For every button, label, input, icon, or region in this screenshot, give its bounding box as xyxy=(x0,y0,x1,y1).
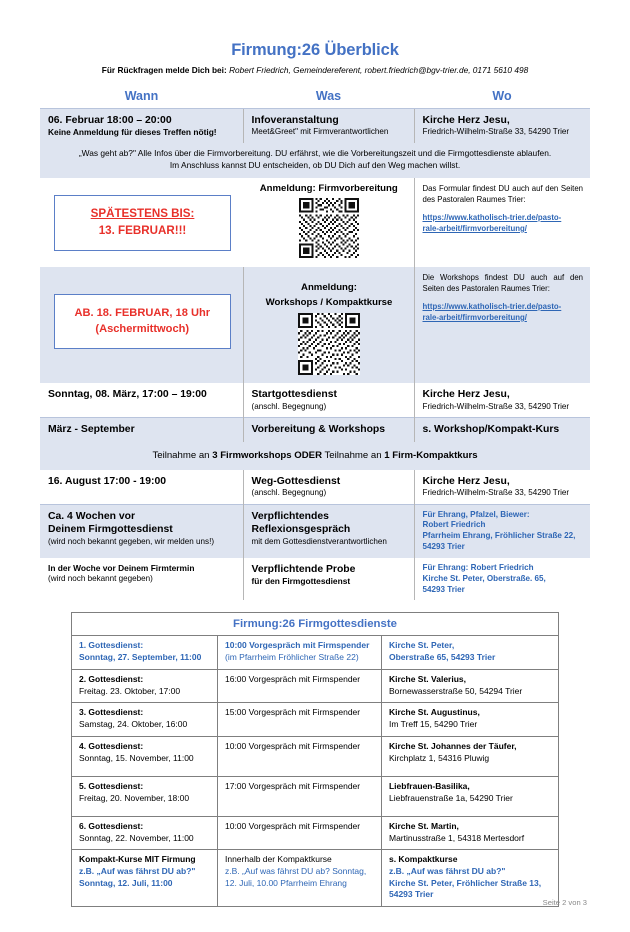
participation-text-d: 1 Firm-Kompaktkurs xyxy=(384,449,478,461)
what-sub: Meet&Greet" mit Firmverantwortlichen xyxy=(251,126,389,136)
table-row xyxy=(40,108,590,142)
note-line-2: Im Anschluss kannst DU entscheiden, ob DU Dich auf den Weg machen willst. xyxy=(169,159,461,170)
deadline-box xyxy=(54,195,231,252)
compact-where-line-2: z.B. „Auf was fährst DU ab?" xyxy=(388,865,506,876)
page-footer: Seite 2 von 3 xyxy=(542,898,587,907)
service-pretalk-sub: (im Pfarrheim Fröhlicher Straße 22) xyxy=(224,652,359,663)
service-pretalk: 16:00 Vorgespräch mit Firmspender xyxy=(224,673,361,684)
cell-what xyxy=(217,776,381,816)
service-church: Kirche St. Martin, xyxy=(388,820,459,831)
where-sub: Friedrich-Wilhelm-Straße 33, 54290 Trier xyxy=(422,126,570,136)
service-label: 2. Gottesdienst: xyxy=(78,673,144,684)
service-date: Sonntag, 27. September, 11:00 xyxy=(78,652,202,663)
firmvorbereitung-link-line-1[interactable]: https://www.katholisch-trier.de/pasto- xyxy=(422,212,562,222)
service-address: Liebfrauenstraße 1a, 54290 Trier xyxy=(388,792,513,803)
cell-where xyxy=(381,736,558,776)
service-label: 1. Gottesdienst: xyxy=(78,640,144,651)
service-pretalk: 10:00 Vorgespräch mit Firmspender xyxy=(224,820,361,831)
qr-block xyxy=(252,272,407,379)
qr-caption: Anmeldung: Firmvorbereitung xyxy=(259,182,398,194)
when-main-line-2: Deinem Firmgottesdienst xyxy=(48,524,173,536)
start-date-box xyxy=(54,294,231,349)
cell-where xyxy=(414,470,590,505)
cell-when xyxy=(71,669,217,702)
cell-where xyxy=(414,267,590,384)
cell-what xyxy=(217,816,381,849)
deadline-line-2: 13. FEBRUAR!!! xyxy=(98,223,187,237)
cell-what xyxy=(243,504,414,558)
column-header-what: Was xyxy=(315,88,342,103)
service-address: Oberstraße 65, 54293 Trier xyxy=(388,652,496,663)
service-church: Kirche St. Valerius, xyxy=(388,673,466,684)
service-label: 4. Gottesdienst: xyxy=(78,740,144,751)
service-address: Im Treff 15, 54290 Trier xyxy=(388,719,478,730)
workshops-link-line-1[interactable]: https://www.katholisch-trier.de/pasto- xyxy=(422,301,562,311)
service-date: Sonntag, 15. November, 11:00 xyxy=(78,752,194,763)
where-line-3: 54293 Trier xyxy=(422,584,465,594)
cell-when xyxy=(40,418,243,442)
cell-when xyxy=(71,736,217,776)
services-title: Firmung:26 Firmgottesdienste xyxy=(71,613,558,636)
cell-when xyxy=(71,636,217,669)
table-row xyxy=(71,636,558,669)
table-row xyxy=(40,558,590,601)
where-main: Kirche Herz Jesu, xyxy=(422,114,510,126)
start-date-line-1: AB. 18. FEBRUAR, 18 Uhr xyxy=(74,306,211,319)
service-date: Sonntag, 22. November, 11:00 xyxy=(78,832,194,843)
cell-what xyxy=(217,636,381,669)
cell-what xyxy=(243,558,414,601)
where-main: s. Workshop/Kompakt-Kurs xyxy=(422,424,560,436)
info-text: Das Formular findest DU auch auf den Seiten des Pastoralen Raumes Trier: xyxy=(422,183,583,204)
service-label: 6. Gottesdienst: xyxy=(78,820,144,831)
service-pretalk: 10:00 Vorgespräch mit Firmspender xyxy=(224,640,370,651)
what-main-line-1: Verpflichtendes xyxy=(251,510,329,522)
services-title-row xyxy=(71,613,558,636)
qr-caption-line-2: Workshops / Kompaktkurse xyxy=(265,297,393,309)
what-main: Infoveranstaltung xyxy=(251,114,339,126)
cell-where xyxy=(414,418,590,442)
table-row xyxy=(71,776,558,816)
service-pretalk: 15:00 Vorgespräch mit Firmspender xyxy=(224,707,361,718)
cell-when xyxy=(71,816,217,849)
cell-when xyxy=(40,108,243,142)
when-main: 06. Februar 18:00 – 20:00 xyxy=(48,114,172,126)
table-row xyxy=(71,703,558,736)
service-church: Kirche St. Peter, xyxy=(388,640,455,651)
cell-what xyxy=(217,736,381,776)
table-row xyxy=(40,267,590,384)
service-church: Kirche St. Augustinus, xyxy=(388,707,480,718)
qr-code-firmvorbereitung-icon[interactable] xyxy=(299,198,359,261)
firmvorbereitung-link-line-2[interactable]: rale-arbeit/firmvorbereitung/ xyxy=(422,223,527,233)
cell-where xyxy=(414,108,590,142)
compact-example: z.B. „Auf was fährst DU ab?" xyxy=(78,865,196,876)
table-row xyxy=(71,816,558,849)
contact-value: Robert Friedrich, Gemeindereferent, robert.friedrich@bgv-trier.de, 0171 5610 498 xyxy=(229,65,529,75)
what-main: Startgottesdienst xyxy=(251,389,337,401)
where-main: Kirche Herz Jesu, xyxy=(422,475,510,487)
cell-where xyxy=(381,703,558,736)
cell-when xyxy=(40,178,243,267)
what-sub: für den Firmgottesdienst xyxy=(251,576,351,587)
participation-text-b: 3 Firmworkshops ODER xyxy=(212,449,323,461)
where-main: Kirche Herz Jesu, xyxy=(422,389,510,401)
column-header-where: Wo xyxy=(492,88,512,103)
table-row xyxy=(40,418,590,442)
when-main: März - September xyxy=(48,424,135,436)
compact-label: Kompakt-Kurse MIT Firmung xyxy=(78,854,196,865)
cell-what xyxy=(243,267,414,384)
cell-where xyxy=(381,850,558,907)
info-text: Die Workshops findest DU auch auf den Seiten des Pastoralen Raumes Trier: xyxy=(422,272,583,293)
cell-where xyxy=(414,558,590,601)
service-pretalk: 10:00 Vorgespräch mit Firmspender xyxy=(224,740,361,751)
cell-where xyxy=(381,669,558,702)
what-main: Weg-Gottesdienst xyxy=(251,475,341,487)
table-row xyxy=(40,504,590,558)
qr-code-workshops-icon[interactable] xyxy=(298,313,360,378)
column-header-when: Wann xyxy=(124,88,159,103)
service-date: Freitag. 23. Oktober, 17:00 xyxy=(78,685,181,696)
cell-what xyxy=(243,178,414,267)
service-label: 3. Gottesdienst: xyxy=(78,707,144,718)
when-sub: (wird noch bekannt gegeben, wir melden uns!) xyxy=(48,536,215,546)
schedule-header-row xyxy=(40,88,590,109)
where-line-2: Kirche St. Peter, Oberstraße. 65, xyxy=(422,573,546,583)
compact-what-line-3: 12. Juli, 10.00 Pfarrheim Ehrang xyxy=(224,877,347,888)
service-church: Liebfrauen-Basilika, xyxy=(388,780,470,791)
table-row-compact-course xyxy=(71,850,558,907)
service-address: Kirchplatz 1, 54316 Pluwig xyxy=(388,752,490,763)
when-main-line-1: Ca. 4 Wochen vor xyxy=(48,510,135,522)
table-row xyxy=(40,178,590,267)
participation-text-a: Teilnahme an xyxy=(152,449,213,461)
page-title: Firmung:26 Überblick xyxy=(231,41,399,59)
where-line-4: 54293 Trier xyxy=(422,542,465,552)
what-sub: mit dem Gottesdienstverantwortlichen xyxy=(251,536,387,546)
when-sub: Keine Anmeldung für dieses Treffen nötig! xyxy=(48,126,217,137)
table-row xyxy=(40,383,590,418)
cell-when xyxy=(71,776,217,816)
compact-what-line-2: z.B. „Auf was fährst DU ab? Sonntag, xyxy=(224,865,367,876)
cell-when xyxy=(71,703,217,736)
contact-line xyxy=(0,66,630,76)
service-label: 5. Gottesdienst: xyxy=(78,780,144,791)
qr-caption-line-1: Anmeldung: xyxy=(301,281,357,293)
service-address: Bornewasserstraße 50, 54294 Trier xyxy=(388,685,523,696)
deadline-line-1: SPÄTESTENS BIS: xyxy=(90,206,195,220)
where-sub: Friedrich-Wilhelm-Straße 33, 54290 Trier xyxy=(422,401,570,411)
cell-what xyxy=(243,383,414,418)
what-sub: (anschl. Begegnung) xyxy=(251,401,327,411)
participation-text-c: Teilnahme an xyxy=(322,449,385,461)
when-main: Sonntag, 08. März, 17:00 – 19:00 xyxy=(48,389,207,401)
where-line-1: Für Ehrang: Robert Friedrich xyxy=(422,562,534,572)
where-sub: Friedrich-Wilhelm-Straße 33, 54290 Trier xyxy=(422,488,570,498)
when-sub: (wird noch bekannt gegeben) xyxy=(48,573,153,583)
compact-what: Innerhalb der Kompaktkurse xyxy=(224,854,332,865)
compact-where: s. Kompaktkurse xyxy=(388,854,458,865)
service-address: Martinusstraße 1, 54318 Mertesdorf xyxy=(388,832,525,843)
what-main: Vorbereitung & Workshops xyxy=(251,424,386,436)
services-table xyxy=(71,612,559,907)
where-line-3: Pfarrheim Ehrang, Fröhlicher Straße 22, xyxy=(422,531,576,541)
where-line-1: Für Ehrang, Pfalzel, Biewer: xyxy=(422,509,530,519)
schedule-table xyxy=(40,88,590,601)
when-main: In der Woche vor Deinem Firmtermin xyxy=(48,562,195,573)
cell-when xyxy=(40,470,243,505)
cell-where xyxy=(381,816,558,849)
what-main: Verpflichtende Probe xyxy=(251,563,356,575)
cell-when xyxy=(40,267,243,384)
document-page xyxy=(0,41,630,932)
what-sub: (anschl. Begegnung) xyxy=(251,488,327,498)
table-row-note xyxy=(40,143,590,178)
service-pretalk: 17:00 Vorgespräch mit Firmspender xyxy=(224,780,361,791)
where-line-2: Robert Friedrich xyxy=(422,520,486,530)
cell-what xyxy=(217,703,381,736)
compact-date: Sonntag, 12. Juli, 11:00 xyxy=(78,877,173,888)
cell-when xyxy=(40,558,243,601)
service-date: Freitag, 20. November, 18:00 xyxy=(78,792,190,803)
note-line-1: „Was geht ab?" Alle Infos über die Firmvorbereitung. DU erfährst, wie die Vorbereitungszeit und die Firmgottesdienste ablaufen. xyxy=(78,147,552,158)
compact-where-line-3: Kirche St. Peter, Fröhlicher Straße 13, 54293 Trier xyxy=(388,877,542,900)
cell-what xyxy=(243,470,414,505)
cell-when xyxy=(40,383,243,418)
cell-where xyxy=(381,776,558,816)
table-row xyxy=(40,470,590,505)
cell-where xyxy=(414,383,590,418)
table-row xyxy=(71,736,558,776)
service-date: Samstag, 24. Oktober, 16:00 xyxy=(78,719,188,730)
when-main: 16. August 17:00 - 19:00 xyxy=(48,475,167,487)
cell-where xyxy=(414,504,590,558)
cell-note xyxy=(40,442,590,470)
service-church: Kirche St. Johannes der Täufer, xyxy=(388,740,517,751)
cell-when xyxy=(71,850,217,907)
table-row xyxy=(71,669,558,702)
cell-where xyxy=(414,178,590,267)
workshops-link-line-2[interactable]: rale-arbeit/firmvorbereitung/ xyxy=(422,312,527,322)
table-row-note xyxy=(40,442,590,470)
cell-what xyxy=(217,669,381,702)
start-date-line-2: (Aschermittwoch) xyxy=(95,322,190,335)
cell-what xyxy=(243,418,414,442)
cell-when xyxy=(40,504,243,558)
cell-what xyxy=(243,108,414,142)
cell-what xyxy=(217,850,381,907)
contact-label: Für Rückfragen melde Dich bei: xyxy=(101,65,227,75)
what-main-line-2: Reflexionsgespräch xyxy=(251,524,351,536)
qr-block xyxy=(251,183,407,262)
cell-where xyxy=(381,636,558,669)
cell-note xyxy=(40,143,590,178)
